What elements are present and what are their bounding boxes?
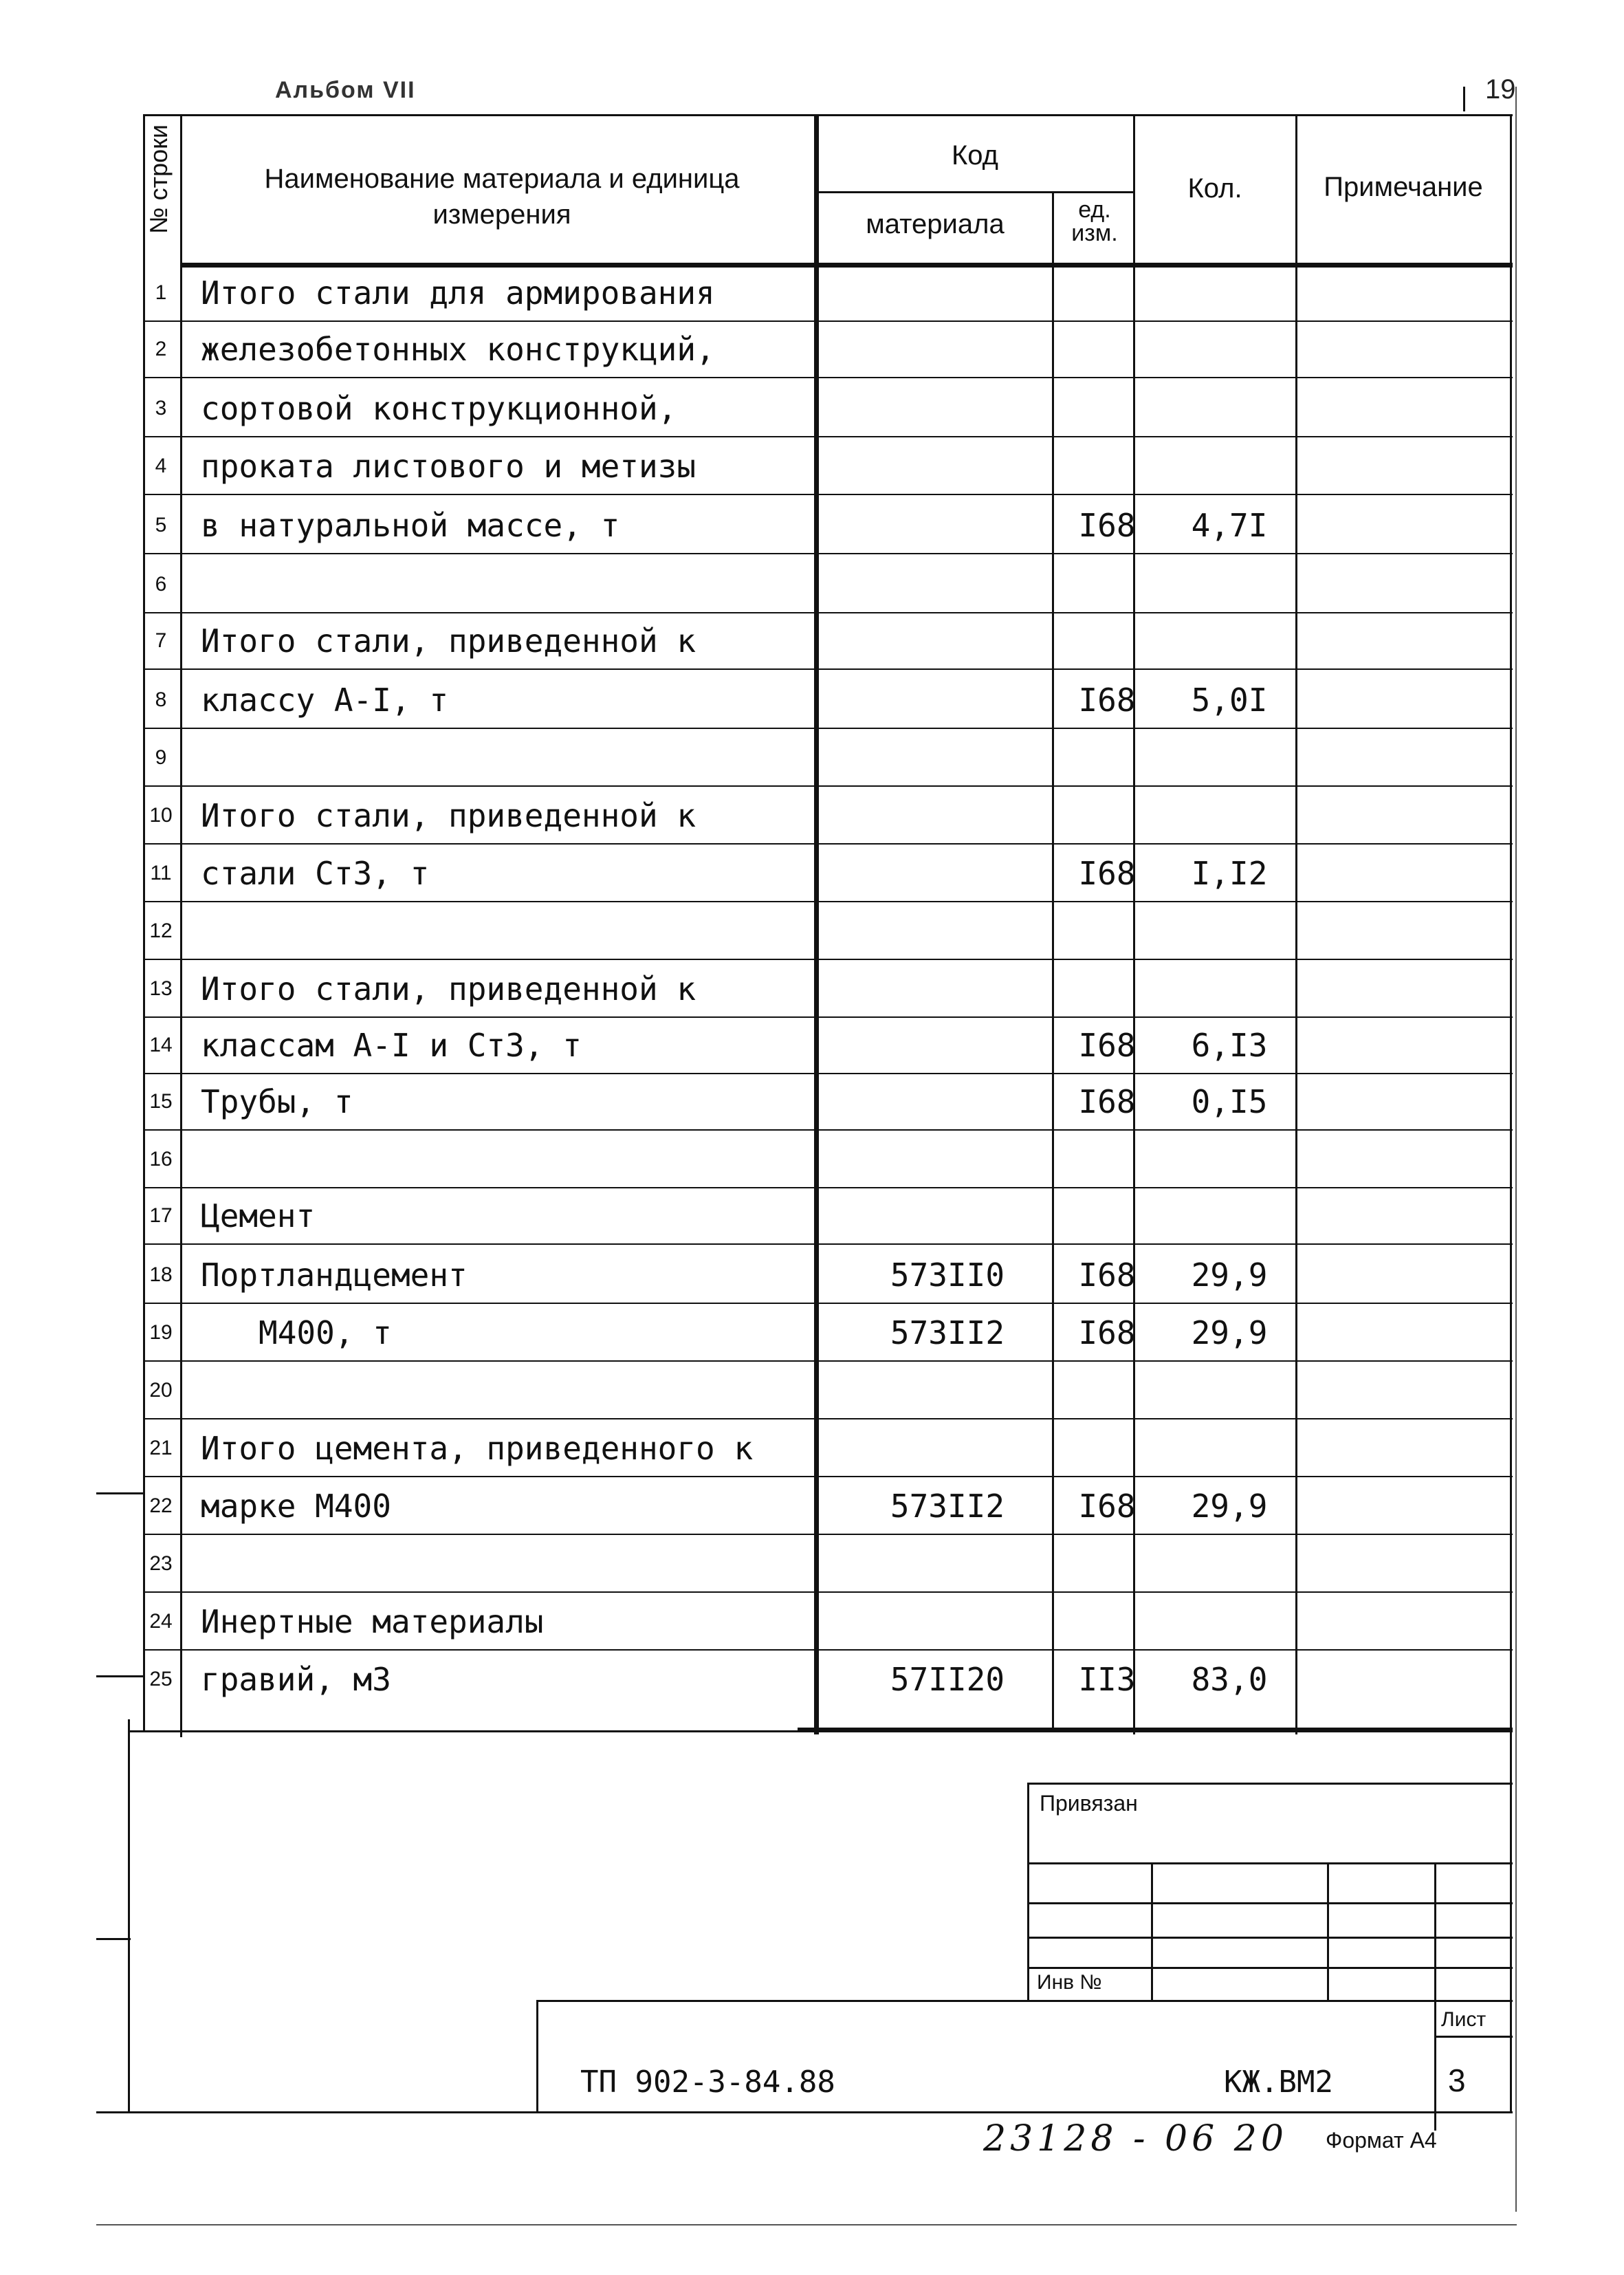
row-separator [143,494,1513,495]
row-material-code [831,1535,1064,1593]
table-row [143,1016,1507,1074]
table-row [143,556,1507,613]
row-note [1312,320,1504,378]
row-unit-code [1066,960,1148,1018]
row-quantity [1154,1187,1305,1245]
row-unit-code [1066,612,1148,670]
row-unit-code: I68 [1078,507,1136,544]
row-material-code [831,1362,1064,1419]
row-unit-code: II3 [1078,1661,1136,1698]
table-top-border [143,114,1513,116]
row-number: 4 [155,455,167,477]
row-number: 23 [149,1552,173,1575]
row-note [1312,1016,1504,1074]
row-unit-code [1066,1362,1148,1419]
row-unit-code: I68 [1078,1488,1136,1525]
row-material-code [831,612,1064,670]
header-code: Код [951,140,998,171]
row-number: 12 [149,919,173,942]
row-number: 19 [149,1321,173,1344]
row-unit-code [1066,1131,1148,1188]
row-material-name: классам А-I и Ст3, т [201,1027,582,1064]
row-number: 2 [155,338,167,360]
row-note [1312,1651,1504,1708]
row-note [1312,729,1504,787]
table-right-border [1510,114,1512,2111]
header-note: Примечание [1324,172,1483,202]
table-row [143,1187,1507,1245]
table-row [143,1362,1507,1419]
row-material-code: 57II20 [890,1661,1005,1698]
row-unit-code [1066,380,1148,437]
doc-mark: КЖ.ВМ2 [1224,2065,1333,2100]
stamp-line-4 [1027,1967,1513,1969]
row-quantity [1154,1131,1305,1188]
row-material-code: 573II2 [890,1314,1005,1351]
row-note [1312,787,1504,845]
doc-row-left [536,2000,538,2111]
row-unit-code [1066,320,1148,378]
table-row [143,1651,1507,1708]
row-quantity [1154,960,1305,1018]
row-unit-code [1066,1419,1148,1477]
row-note [1312,556,1504,613]
row-material-code [831,729,1064,787]
code-subheader-line [814,191,1134,193]
row-number: 10 [149,804,173,827]
row-unit-code: I68 [1078,1027,1136,1064]
row-number: 18 [149,1263,173,1286]
table-row [143,1477,1507,1535]
row-number: 1 [155,281,167,304]
table-row [143,437,1507,495]
row-material-code [831,845,1064,902]
row-quantity: I,I2 [1191,855,1268,892]
row-material-code [831,671,1064,729]
sheet-number: 3 [1448,2062,1466,2098]
row-unit-code [1066,787,1148,845]
row-quantity [1154,787,1305,845]
row-unit-code: I68 [1078,1083,1136,1120]
row-unit-code [1066,437,1148,495]
row-note [1312,671,1504,729]
row-number: 25 [149,1668,173,1690]
row-number: 3 [155,397,167,420]
row-quantity: 5,0I [1191,682,1268,719]
row-material-name: Инертные материалы [201,1603,544,1640]
row-material-code [831,1187,1064,1245]
row-note [1312,845,1504,902]
row-quantity [1154,380,1305,437]
row-material-name: стали Ст3, т [201,855,430,892]
table-row [143,960,1507,1018]
table-row [143,612,1507,670]
row-material-code [831,1073,1064,1131]
stamp-col-2 [1327,1862,1329,2000]
row-note [1312,960,1504,1018]
row-note [1312,437,1504,495]
row-quantity [1154,902,1305,960]
table-row [143,845,1507,902]
doc-row-top [536,2000,1513,2002]
header-qty: Кол. [1187,173,1242,204]
stamp-line-3 [1027,1937,1513,1939]
row-material-code [831,380,1064,437]
row-material-name: М400, т [259,1314,392,1351]
table-row [143,902,1507,960]
row-note [1312,497,1504,554]
row-note [1312,612,1504,670]
table-row [143,264,1507,322]
row-separator [143,377,1513,378]
stamp-top-line [1027,1783,1513,1785]
sheet-bottom-edge [96,2224,1517,2225]
handwritten-number: 23128 - 06 20 [983,2118,1288,2159]
row-separator [143,1243,1513,1245]
row-material-code [831,320,1064,378]
inv-label: Инв № [1037,1971,1102,1994]
row-unit-code [1066,902,1148,960]
table-row [143,380,1507,437]
row-material-code [831,556,1064,613]
row-number: 17 [149,1204,173,1227]
table-bottom-border [798,1728,1513,1732]
table-bottom-left-border [128,1730,802,1732]
row-number: 13 [149,977,173,1000]
row-material-code [831,960,1064,1018]
row-quantity [1154,437,1305,495]
row-number: 14 [149,1034,173,1056]
row-note [1312,1246,1504,1304]
row-unit-code: I68 [1078,855,1136,892]
row-unit-code [1066,1535,1148,1593]
header-code-unit: ед. изм. [1071,197,1118,246]
row-material-name: Портландцемент [201,1256,468,1294]
row-material-code: 573II0 [890,1256,1005,1294]
row-quantity [1154,320,1305,378]
row-number: 8 [155,688,167,711]
row-note [1312,1362,1504,1419]
row-material-code [831,1593,1064,1651]
row-quantity: 29,9 [1191,1488,1268,1525]
row-material-name: гравий, м3 [201,1661,391,1698]
row-material-name: классу А-I, т [201,682,449,719]
row-material-name: проката листового и метизы [201,448,696,485]
header-name: Наименование материала и единица измерения [264,164,740,230]
table-row [143,1304,1507,1362]
frame-left-border [128,1719,130,2111]
stamp-col-3 [1434,1862,1436,2131]
row-material-code [831,497,1064,554]
row-material-code [831,787,1064,845]
sheet-label-line [1434,2036,1513,2038]
row-quantity [1154,612,1305,670]
bound-label: Привязан [1040,1791,1138,1816]
row-note [1312,1593,1504,1651]
row-number: 7 [155,629,167,652]
row-material-name: железобетонных конструкций, [201,331,715,368]
row-quantity [1154,1593,1305,1651]
row-material-name: Цемент [201,1197,316,1234]
stamp-line-2 [1027,1902,1513,1904]
row-material-code [831,437,1064,495]
row-material-code [831,1016,1064,1074]
row-number: 5 [155,514,167,536]
row-note [1312,1477,1504,1535]
row-note [1312,264,1504,322]
row-material-code [831,902,1064,960]
row-note [1312,1419,1504,1477]
row-note [1312,1131,1504,1188]
page-number-tick [1463,87,1465,111]
stamp-line-1 [1027,1862,1513,1864]
page-number: 19 [1485,74,1516,105]
row-number: 9 [155,746,167,769]
row-number: 15 [149,1090,173,1113]
stamp-col-1 [1151,1862,1153,2000]
row-material-name: Итого стали, приведенной к [201,622,696,660]
margin-tick-1 [96,1492,144,1494]
format-label: Формат А4 [1326,2128,1437,2153]
row-quantity [1154,729,1305,787]
table-row [143,1593,1507,1651]
row-quantity [1154,264,1305,322]
row-material-name: Итого цемента, приведенного к [201,1430,754,1467]
row-material-name: Трубы, т [201,1083,353,1120]
header-code-material: материала [866,209,1005,239]
table-row [143,729,1507,787]
row-material-name: Итого стали для армирования [201,274,715,312]
row-material-name: Итого стали, приведенной к [201,797,696,834]
row-quantity [1154,556,1305,613]
row-note [1312,1304,1504,1362]
row-note [1312,902,1504,960]
table-row [143,497,1507,554]
row-separator [143,553,1513,554]
row-number: 6 [155,573,167,596]
row-number: 22 [149,1494,173,1517]
row-quantity: 4,7I [1191,507,1268,544]
table-row [143,671,1507,729]
row-number: 11 [150,862,172,884]
row-material-name: Итого стали, приведенной к [201,970,696,1008]
row-quantity: 6,I3 [1191,1027,1268,1064]
sheet-label: Лист [1441,2008,1486,2031]
row-note [1312,380,1504,437]
table-row [143,1535,1507,1593]
row-material-name: марке М400 [201,1488,391,1525]
row-unit-code: I68 [1078,1256,1136,1294]
row-quantity: 0,I5 [1191,1083,1268,1120]
row-number: 16 [149,1148,173,1171]
row-material-name: в натуральной массе, т [201,507,620,544]
row-material-code [831,1131,1064,1188]
page-right-edge [1515,87,1517,2212]
row-unit-code [1066,264,1148,322]
row-unit-code [1066,729,1148,787]
table-row [143,1073,1507,1131]
row-quantity: 29,9 [1191,1314,1268,1351]
table-row [143,1246,1507,1304]
row-quantity [1154,1419,1305,1477]
table-row [143,1419,1507,1477]
margin-tick-3 [96,1938,131,1940]
row-number: 20 [149,1379,173,1402]
row-material-code [831,264,1064,322]
row-material-code: 573II2 [890,1488,1005,1525]
table-row [143,320,1507,378]
row-quantity [1154,1362,1305,1419]
row-quantity: 83,0 [1191,1661,1268,1698]
row-quantity: 29,9 [1191,1256,1268,1294]
row-material-code [831,1419,1064,1477]
row-quantity [1154,1535,1305,1593]
row-note [1312,1535,1504,1593]
album-header: Альбом VII [275,77,416,103]
row-unit-code: I68 [1078,682,1136,719]
row-number: 24 [149,1610,173,1633]
row-note [1312,1187,1504,1245]
table-row [143,787,1507,845]
row-note [1312,1073,1504,1131]
frame-bottom-line [96,2111,1513,2113]
row-number: 21 [149,1437,173,1459]
row-unit-code [1066,556,1148,613]
row-unit-code [1066,1593,1148,1651]
row-unit-code [1066,1187,1148,1245]
doc-code: ТП 902-3-84.88 [580,2065,835,2100]
table-row [143,1131,1507,1188]
row-material-name: сортовой конструкционной, [201,390,677,427]
row-unit-code: I68 [1078,1314,1136,1351]
row-separator [143,668,1513,670]
margin-tick-2 [96,1675,144,1677]
header-row-num: № строки [144,124,173,234]
